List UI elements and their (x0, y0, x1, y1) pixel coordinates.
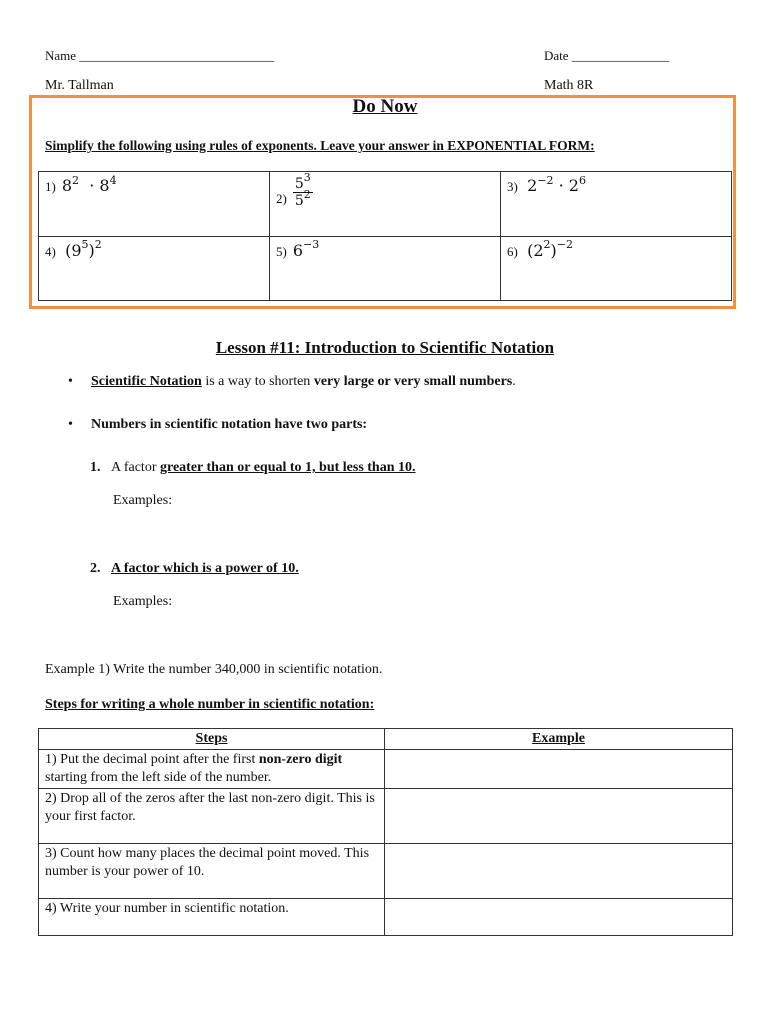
bullet-scientific-notation: • Scientific Notation is a way to shorten very large or very small numbers. (68, 374, 516, 389)
part-1: 1. A factor greater than or equal to 1, but less than 10. (90, 460, 416, 475)
do-now-title: Do Now (352, 96, 418, 117)
step-cell: 3) Count how many places the decimal point moved. This number is your power of 10. (39, 844, 385, 899)
name-field-label: Name ______________________________ (45, 48, 275, 63)
table-header-row (39, 729, 733, 750)
bullet-dot: • (68, 417, 73, 432)
do-now-instructions: Simplify the following using rules of exponents. Leave your answer in EXPONENTIAL FORM: (45, 138, 595, 153)
table-row (39, 789, 733, 844)
step-cell: 1) Put the decimal point after the first non-zero digit starting from the left side of the number. (39, 750, 385, 789)
bullet-two-parts: • Numbers in scientific notation have two parts: (68, 417, 368, 432)
teacher-name: Mr. Tallman (45, 78, 114, 93)
example-cell[interactable] (385, 789, 733, 844)
step-cell: 2) Drop all of the zeros after the last non-zero digit. This is your first factor. (39, 789, 385, 844)
part-2-examples-label: Examples: (113, 594, 173, 609)
fraction: $\frac{5^3}{5^2}$ (294, 171, 311, 209)
problem-1: 1) $8^2 \cdot 8^4$ (39, 172, 270, 237)
problem-3: 3) $2^{-2} \cdot 2^6$ (501, 172, 732, 237)
do-now-problem-grid (38, 171, 732, 301)
lesson-title: Lesson #11: Introduction to Scientific Notation (215, 338, 555, 357)
steps-table (38, 728, 733, 936)
example-1-prompt: Example 1) Write the number 340,000 in scientific notation. (45, 662, 383, 677)
example-cell[interactable] (385, 899, 733, 936)
problem-5: 5) $6^{-3}$ (270, 236, 501, 301)
course-name: Math 8R (544, 78, 594, 93)
table-row (39, 899, 733, 936)
column-header-steps: Steps (39, 729, 385, 750)
table-row (39, 844, 733, 899)
problem-6: 6) $(2^2)^{-2}$ (501, 236, 732, 301)
steps-heading: Steps for writing a whole number in scientific notation: (45, 697, 375, 712)
bullet-dot: • (68, 374, 73, 389)
problem-4: 4) $(9^5)^2$ (39, 236, 270, 301)
problem-2: 2) $\frac{5^3}{5^2}$ (270, 172, 501, 237)
example-cell[interactable] (385, 844, 733, 899)
date-field-label: Date _______________ (544, 48, 670, 63)
part-1-examples-label: Examples: (113, 493, 173, 508)
part-2: 2. A factor which is a power of 10. (90, 561, 299, 576)
step-cell: 4) Write your number in scientific notation. (39, 899, 385, 936)
column-header-example: Example (385, 729, 733, 750)
example-cell[interactable] (385, 750, 733, 789)
table-row (39, 750, 733, 789)
